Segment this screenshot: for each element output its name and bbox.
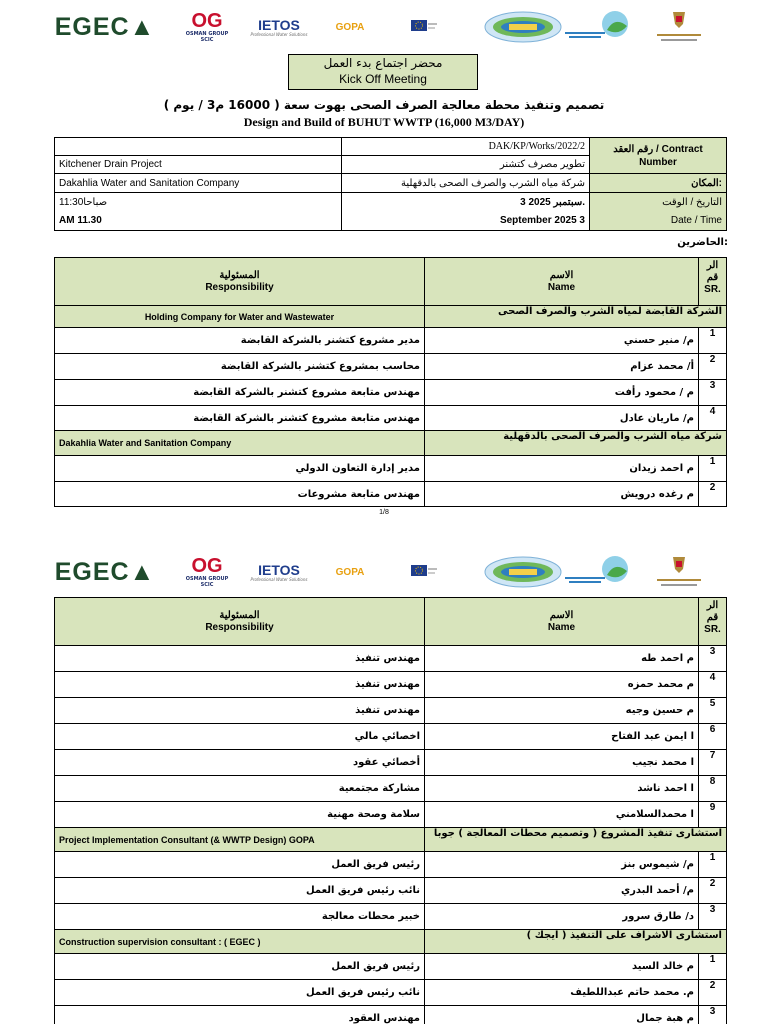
attendee-resp: مهندس متابعة مشروع كتشنر بالشركة القابضة [55,380,425,406]
contract-label-en1: Contract [661,143,703,155]
section-title-en: Project Implementation Consultant (& WWTP Design) GOPA [55,828,425,852]
dakahlia-water-logo [560,9,640,45]
empty-cell [55,138,342,156]
name-header-ar: الاسم [549,269,574,281]
attendee-sr: 8 [699,776,727,802]
resp-header-en: Responsibility [205,621,274,633]
attendee-row [55,750,727,776]
attendee-name: م احمد زيدان [425,456,699,482]
datetime-row [55,193,727,231]
attendee-name: م رغده درويش [425,482,699,507]
time-cell [55,193,342,231]
attendee-sr: 3 [699,380,727,406]
project-name-ar: تطوير مصرف كتشنر [342,156,590,174]
section-row [55,306,727,328]
attendee-name: م/ شيموس بنز [425,852,699,878]
attendee-sr: 9 [699,802,727,828]
attendee-row [55,724,727,750]
attendee-row [55,698,727,724]
section-title-ar: شركة مياه الشرب والصرف الصحى بالدقهلية [425,431,727,456]
logo-bar-page1 [54,9,726,45]
ministry-housing-logo [648,554,710,590]
holding-company-logo [482,554,564,590]
name-header-ar: الاسم [549,609,574,621]
egeco-logo: EGEC▲ [54,557,156,586]
osman-sub: SCIC [200,37,214,43]
meeting-title-box [288,54,478,90]
attendee-name: م/ ماريان عادل [425,406,699,431]
osman-text: OSMAN GROUP [185,576,229,582]
attendees-label: الحاضرين: [677,237,728,248]
date-en: September 2025 3 [499,214,585,226]
name-header-en: Name [547,281,576,293]
attendee-sr: 2 [699,878,727,904]
ietos-text: IETOS [258,561,300,578]
sr-header-ar2: قم [706,612,719,623]
egeco-logo: EGEC▲ [54,12,156,41]
place-label: المكان: [590,174,727,193]
ietos-logo [250,9,308,45]
ietos-sub: Professional Water Solutions [250,576,308,582]
attendee-sr: 7 [699,750,727,776]
attendee-resp: مهندس تنفيذ [55,698,425,724]
section-title-en: Construction supervision consultant : ( EGEC ) [55,930,425,954]
osman-mark: OG [191,10,223,32]
attendee-sr: 2 [699,980,727,1006]
attendee-resp: رئيس فريق العمل [55,852,425,878]
attendee-resp: اخصائي مالي [55,724,425,750]
contract-label-en2: Number [639,156,677,168]
attendee-row [55,852,727,878]
attendee-resp: أخصائي عقود [55,750,425,776]
attendee-row [55,802,727,828]
name-header [425,258,699,306]
attendee-row [55,1006,727,1024]
attendee-sr: 1 [699,852,727,878]
resp-header [55,258,425,306]
contract-row [55,138,727,156]
section-title-ar: استشارى الاشراف على التنفيذ ( ايجك ) [425,930,727,954]
resp-header-en: Responsibility [205,281,274,293]
attendee-name: د/ طارق سرور [425,904,699,930]
contract-number-label [590,138,727,174]
attendee-row [55,456,727,482]
attendees-table-page1 [54,257,727,507]
attendee-name: م هبة جمال [425,1006,699,1024]
page-number: 1/8 [379,509,389,516]
attendee-sr: 6 [699,724,727,750]
attendees-table-page2 [54,597,727,1024]
sr-header-ar1: الر [706,600,719,611]
ietos-sub: Professional Water Solutions [250,31,308,37]
attendee-name: م خالد السيد [425,954,699,980]
attendee-resp: مهندس متابعة مشروع كتشنر بالشركة القابضة [55,406,425,431]
date-ar: 3 سبتمبر 2025. [520,196,585,208]
project-subtitle-en: Design and Build of BUHUT WWTP (16,000 M3/DAY) [243,115,525,129]
time-ar: 11:30صباحا [59,196,108,208]
resp-header [55,598,425,646]
attendee-resp: سلامة وصحة مهنية [55,802,425,828]
attendee-sr: 2 [699,482,727,507]
attendee-row [55,776,727,802]
attendee-resp: رئيس فريق العمل [55,954,425,980]
name-header [425,598,699,646]
attendee-name: م. محمد حاتم عبداللطيف [425,980,699,1006]
attendee-sr: 3 [699,1006,727,1024]
attendee-row [55,406,727,431]
section-title-en: Holding Company for Water and Wastewater [55,306,425,328]
ietos-logo [250,554,308,590]
section-row [55,930,727,954]
project-subtitle-ar: تصميم وتنفيذ محطة معالجة الصرف الصحى بهوت سعة ( 16000 م3 / يوم ) [163,98,605,112]
attendee-name: ا محمد نجيب [425,750,699,776]
meeting-title-en: Kick Off Meeting [339,72,427,86]
attendee-name: أ/ محمد عزام [425,354,699,380]
attendee-resp: مهندس العقود [55,1006,425,1024]
logo-bar-page2 [54,554,726,590]
place-ar: شركة مياه الشرب والصرف الصحى بالدقهلية [342,174,590,193]
project-name-en: Kitchener Drain Project [55,156,342,174]
attendee-row [55,904,727,930]
attendee-resp: مهندس تنفيذ [55,672,425,698]
datetime-label-ar: التاريخ / الوقت [662,196,722,208]
attendee-name: ا محمدالسلامني [425,802,699,828]
dakahlia-water-logo [560,554,640,590]
eu-flag-logo [406,9,440,45]
ministry-housing-logo [648,9,710,45]
attendee-resp: مهندس تنفيذ [55,646,425,672]
section-title-en: Dakahlia Water and Sanitation Company [55,431,425,456]
attendee-sr: 1 [699,456,727,482]
holding-company-logo [482,9,564,45]
sr-header-en: SR. [704,284,721,295]
attendees-header-row [55,258,727,306]
attendee-resp: محاسب بمشروع كتشنر بالشركة القابضة [55,354,425,380]
resp-header-ar: المسئولية [219,269,260,281]
attendee-row [55,878,727,904]
gopa-text: GOPA [335,21,365,33]
attendee-name: م/ منير حسني [425,328,699,354]
attendee-name: م حسين وجيه [425,698,699,724]
attendee-row [55,646,727,672]
attendee-sr: 4 [699,672,727,698]
attendee-row [55,482,727,507]
gopa-logo [324,554,376,590]
osman-mark: OG [191,555,223,577]
meeting-info-table [54,137,727,231]
date-cell [342,193,590,231]
attendee-resp: خبير محطات معالجة [55,904,425,930]
attendee-row [55,328,727,354]
sr-header-ar1: الر [706,260,719,271]
ietos-text: IETOS [258,16,300,33]
attendee-name: م محمد حمزه [425,672,699,698]
attendee-resp: مهندس متابعة مشروعات [55,482,425,507]
osman-sub: SCIC [200,582,214,588]
attendee-row [55,954,727,980]
attendee-sr: 1 [699,954,727,980]
time-en: AM 11.30 [59,214,102,226]
section-row [55,828,727,852]
contract-number-value: DAK/KP/Works/2022/2 [342,138,590,156]
place-row [55,174,727,193]
attendee-resp: نائب رئيس فريق العمل [55,878,425,904]
attendee-row [55,980,727,1006]
gopa-text: GOPA [335,566,365,578]
eu-flag-logo [406,554,440,590]
section-row [55,431,727,456]
attendee-resp: مدير مشروع كتشنر بالشركة القابضة [55,328,425,354]
attendee-name: ا ايمن عبد الفتاح [425,724,699,750]
contract-label-ar: رقم العقد / [613,143,659,155]
attendee-sr: 3 [699,646,727,672]
attendee-name: م احمد طه [425,646,699,672]
osman-group-logo [180,554,234,590]
attendee-row [55,354,727,380]
datetime-label [590,193,727,231]
attendee-resp: مدير إدارة التعاون الدولي [55,456,425,482]
attendee-name: م/ أحمد البدري [425,878,699,904]
sr-header [699,258,727,306]
meeting-title-ar: محضر اجتماع بدء العمل [323,56,443,70]
attendee-sr: 3 [699,904,727,930]
attendee-sr: 2 [699,354,727,380]
sr-header-en: SR. [704,624,721,635]
attendee-sr: 5 [699,698,727,724]
osman-text: OSMAN GROUP [185,31,229,37]
attendees-header-row [55,598,727,646]
attendee-name: ا احمد ناشد [425,776,699,802]
attendee-resp: مشاركة مجتمعية [55,776,425,802]
name-header-en: Name [547,621,576,633]
sr-header [699,598,727,646]
gopa-logo [324,9,376,45]
attendee-row [55,380,727,406]
attendee-name: م / محمود رأفت [425,380,699,406]
osman-group-logo [180,9,234,45]
attendee-row [55,672,727,698]
attendee-sr: 1 [699,328,727,354]
attendee-sr: 4 [699,406,727,431]
attendee-resp: نائب رئيس فريق العمل [55,980,425,1006]
resp-header-ar: المسئولية [219,609,260,621]
place-en: Dakahlia Water and Sanitation Company [55,174,342,193]
datetime-label-en: Date / Time [670,214,722,226]
sr-header-ar2: قم [706,272,719,283]
section-title-ar: الشركة القابضة لمياه الشرب والصرف الصحى [425,306,727,328]
section-title-ar: استشارى تنفيذ المشروع ( وتصميم محطات المعالجة ) جوبا [425,828,727,852]
